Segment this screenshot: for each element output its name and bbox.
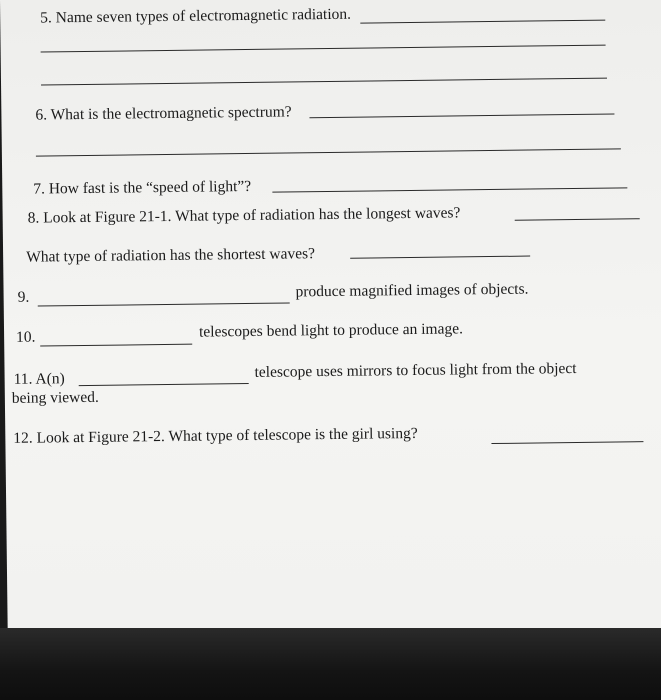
question-11-text: telescope uses mirrors to focus light from the object <box>254 359 577 381</box>
answer-line-5c[interactable] <box>41 78 607 86</box>
question-11-continuation: being viewed. <box>11 388 99 407</box>
desk-shadow <box>0 628 661 700</box>
question-6: 6. What is the electromagnetic spectrum? <box>35 103 292 124</box>
question-9-text: produce magnified images of objects. <box>295 280 529 301</box>
question-8b: What type of radiation has the shortest waves? <box>26 245 316 266</box>
answer-line-9[interactable] <box>38 302 290 306</box>
answer-line-7[interactable] <box>272 187 627 192</box>
answer-line-12[interactable] <box>491 441 643 444</box>
answer-line-10[interactable] <box>40 344 192 347</box>
answer-line-11[interactable] <box>79 383 249 386</box>
answer-line-5b[interactable] <box>41 45 606 53</box>
answer-line-6b[interactable] <box>36 148 621 156</box>
question-5: 5. Name seven types of electromagnetic radiation. <box>40 5 352 27</box>
question-10-text: telescopes bend light to produce an image. <box>198 320 464 341</box>
answer-line-6a[interactable] <box>309 114 614 119</box>
question-12: 12. Look at Figure 21-2. What type of telescope is the girl using? <box>13 424 418 447</box>
question-10-number: 10. <box>16 328 36 346</box>
answer-line-8a[interactable] <box>515 218 640 221</box>
question-7: 7. How fast is the “speed of light”? <box>33 177 252 198</box>
question-9-number: 9. <box>17 288 30 306</box>
answer-line-8b[interactable] <box>350 256 530 259</box>
question-11-prefix: 11. A(n) <box>13 370 65 388</box>
question-8a: 8. Look at Figure 21-1. What type of radiation has the longest waves? <box>27 204 461 227</box>
answer-line-5a[interactable] <box>360 20 605 24</box>
